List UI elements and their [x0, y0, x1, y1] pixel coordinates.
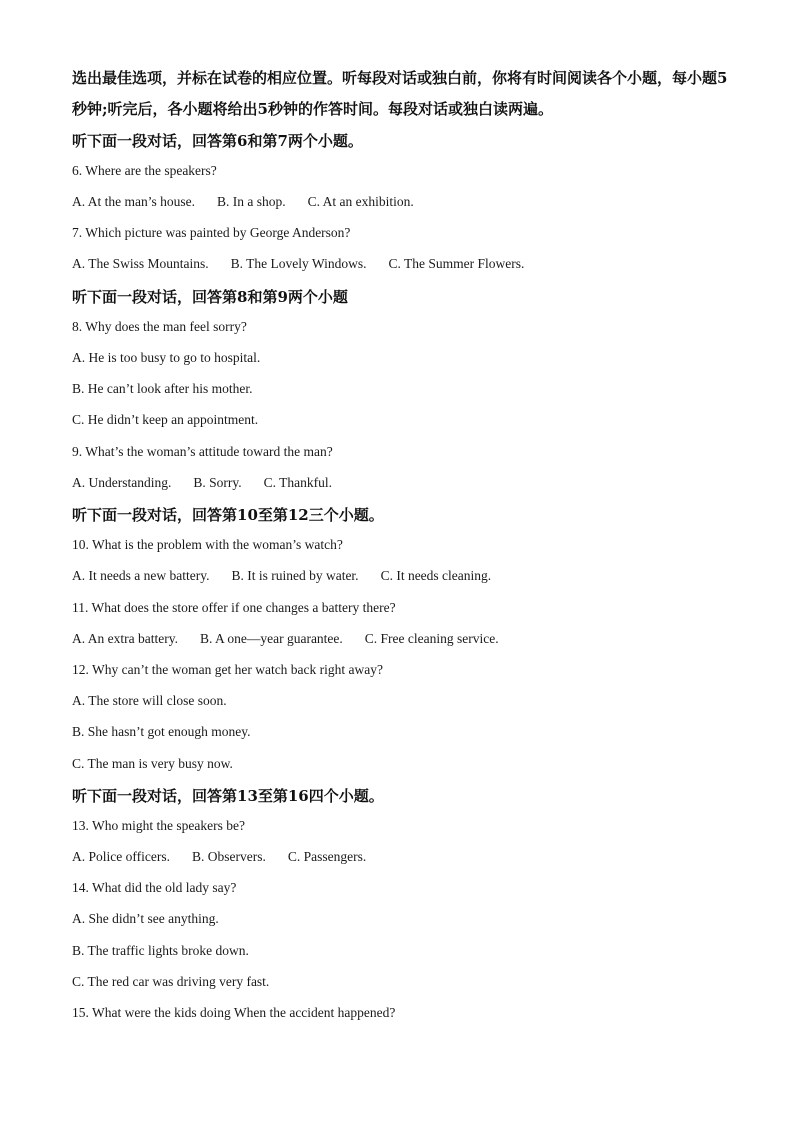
question-10-options [72, 568, 491, 584]
question-9: 9. What’s the woman’s attitude toward the man? [72, 444, 333, 459]
question-13-options [72, 849, 366, 865]
option-b: B. It is ruined by water. [231, 568, 359, 583]
option-b: B. Sorry. [193, 475, 242, 490]
section-heading-6-7: 听下面一段对话，回答第6和第7两个小题。 [72, 132, 363, 150]
question-7-options [72, 256, 524, 272]
question-12: 12. Why can’t the woman get her watch back right away? [72, 662, 384, 677]
question-12-option-a: A. The store will close soon. [72, 693, 227, 708]
option-c: C. The Summer Flowers. [388, 256, 525, 271]
question-14-option-a: A. She didn’t see anything. [72, 911, 219, 926]
question-10: 10. What is the problem with the woman’s watch? [72, 537, 343, 552]
question-9-options [72, 475, 332, 491]
option-c: C. It needs cleaning. [380, 568, 492, 583]
question-12-option-b: B. She hasn’t got enough money. [72, 724, 251, 739]
option-b: B. In a shop. [217, 194, 286, 209]
question-7: 7. Which picture was painted by George Anderson? [72, 225, 351, 240]
option-b: B. A one—year guarantee. [199, 631, 343, 646]
option-c: C. Free cleaning service. [364, 631, 499, 646]
question-14-option-c: C. The red car was driving very fast. [72, 974, 270, 989]
section-heading-10-12: 听下面一段对话，回答第10至第12三个小题。 [72, 506, 384, 524]
option-c: C. Passengers. [287, 849, 367, 864]
question-11-options [72, 631, 499, 647]
section-heading-8-9: 听下面一段对话，回答第8和第9两个小题 [72, 288, 348, 306]
option-a: A. The Swiss Mountains. [72, 256, 209, 271]
question-14: 14. What did the old lady say? [72, 880, 237, 895]
question-6-options [72, 194, 414, 210]
question-13: 13. Who might the speakers be? [72, 818, 245, 833]
question-12-option-c: C. The man is very busy now. [72, 756, 233, 771]
section-instructions: 选出最佳选项，并标在试卷的相应位置。听每段对话或独白前，你将有时间阅读各个小题，每小题5秒钟;听完后，各小题将给出5秒钟的作答时间。每段对话或独白读两遍。 [72, 69, 728, 118]
question-8-option-c: C. He didn’t keep an appointment. [72, 412, 259, 427]
question-11: 11. What does the store offer if one changes a battery there? [72, 600, 396, 615]
option-a: A. At the man’s house. [72, 194, 195, 209]
option-a: A. It needs a new battery. [72, 568, 210, 583]
option-a: A. Police officers. [72, 849, 170, 864]
option-a: A. An extra battery. [72, 631, 178, 646]
question-8-option-b: B. He can’t look after his mother. [72, 381, 253, 396]
question-14-option-b: B. The traffic lights broke down. [72, 943, 249, 958]
question-15: 15. What were the kids doing When the accident happened? [72, 1005, 396, 1020]
section-heading-13-16: 听下面一段对话，回答第13至第16四个小题。 [72, 787, 384, 805]
question-8-option-a: A. He is too busy to go to hospital. [72, 350, 261, 365]
option-c: C. Thankful. [263, 475, 332, 490]
question-8: 8. Why does the man feel sorry? [72, 319, 247, 334]
option-b: B. The Lovely Windows. [230, 256, 367, 271]
option-c: C. At an exhibition. [307, 194, 414, 209]
option-b: B. Observers. [191, 849, 266, 864]
question-6: 6. Where are the speakers? [72, 163, 217, 178]
option-a: A. Understanding. [72, 475, 172, 490]
